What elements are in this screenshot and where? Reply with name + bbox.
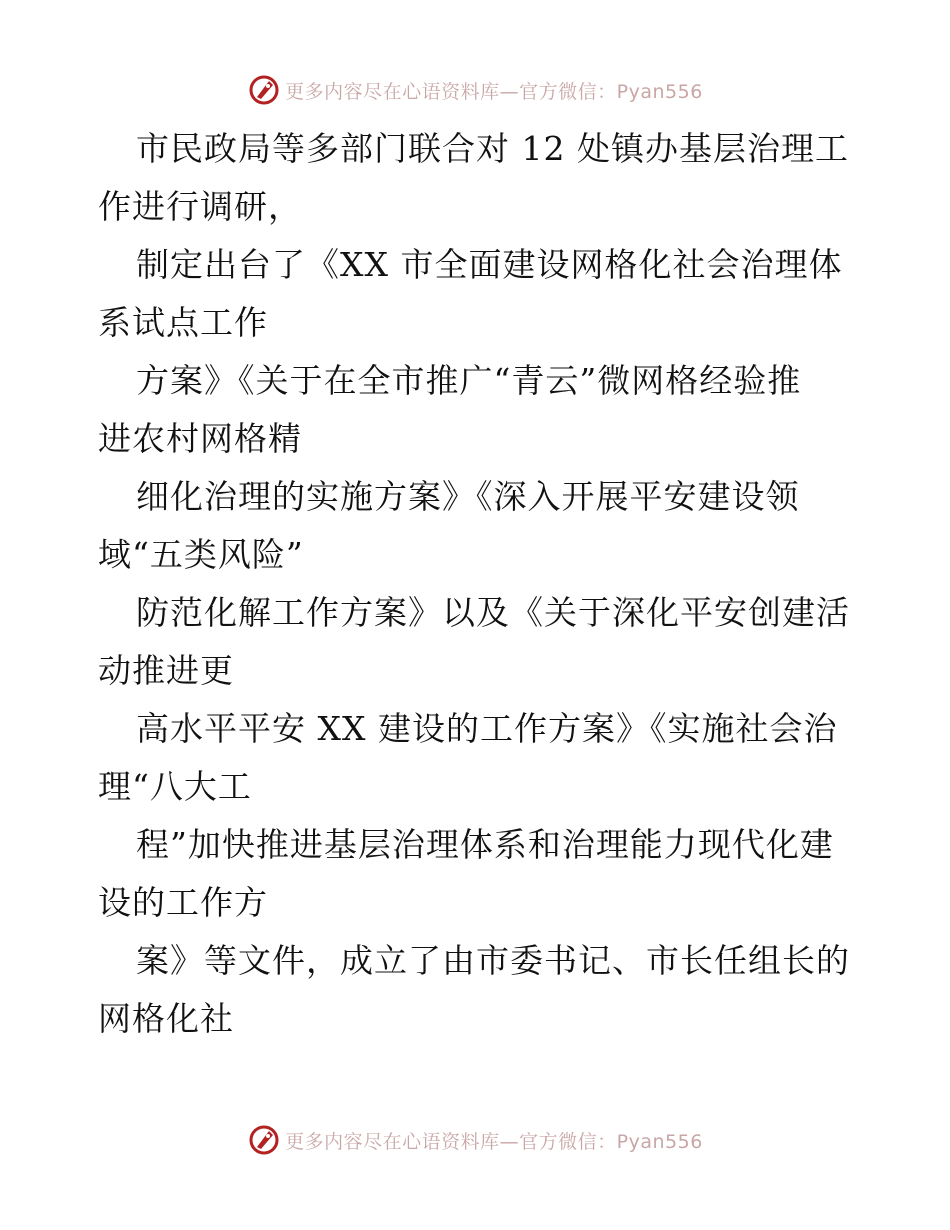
- footer-banner-text: 更多内容尽在心语资料库—官方微信：Pyan556: [285, 1130, 703, 1153]
- body-line: 设的工作方: [98, 883, 268, 922]
- body-line: 市民政局等多部门联合对 12 处镇办基层治理工: [136, 129, 849, 168]
- body-line: 程”加快推进基层治理体系和治理能力现代化建: [136, 825, 834, 864]
- body-line: 进农村网格精: [98, 419, 302, 458]
- footer-wechat-id: Pyan556: [616, 1130, 703, 1153]
- body-line: 防范化解工作方案》以及《关于深化平安创建活: [136, 593, 850, 632]
- body-line: 案》等文件，成立了由市委书记、市长任组长的: [136, 941, 850, 980]
- pen-nib-logo-icon: [247, 1123, 281, 1157]
- pen-nib-logo-icon: [247, 73, 281, 107]
- header-banner: [0, 70, 950, 110]
- body-line: 系试点工作: [98, 303, 268, 342]
- document-body: [98, 120, 858, 1048]
- header-wechat-id: Pyan556: [616, 80, 703, 103]
- body-line: 方案》《关于在全市推广“青云”微网格经验推: [136, 361, 802, 400]
- header-banner-text: 更多内容尽在心语资料库—官方微信：Pyan556: [285, 80, 703, 103]
- body-line: 作进行调研，: [98, 187, 302, 226]
- body-line: 域“五类风险”: [98, 535, 304, 574]
- body-line: 动推进更: [98, 651, 234, 690]
- body-line: 高水平平安 XX 建设的工作方案》《实施社会治: [136, 709, 838, 748]
- body-line: 制定出台了《XX 市全面建设网格化社会治理体: [136, 245, 843, 284]
- body-line: 细化治理的实施方案》《深入开展平安建设领: [136, 477, 800, 516]
- footer-banner: [0, 1120, 950, 1160]
- body-line: 理“八大工: [98, 767, 252, 806]
- body-line: 网格化社: [98, 999, 234, 1038]
